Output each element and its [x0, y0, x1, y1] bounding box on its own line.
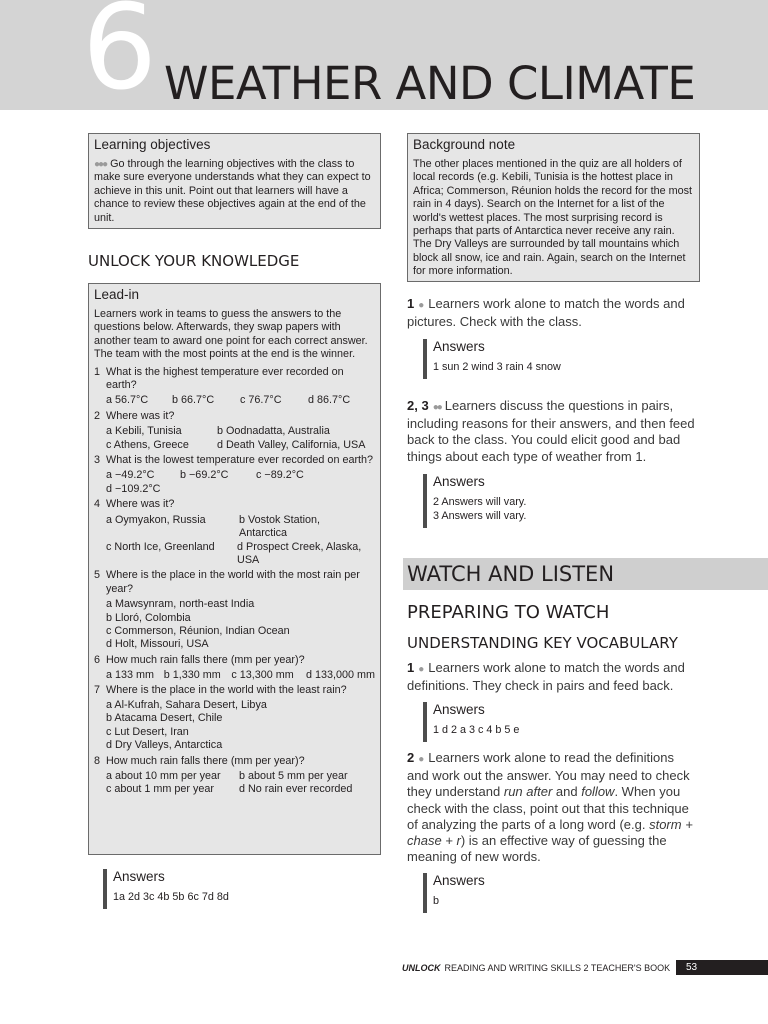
person-icon: ● — [418, 754, 425, 765]
page-number: 53 — [676, 960, 768, 975]
learning-objectives-box — [88, 133, 381, 229]
quiz-question: 8 How much rain falls there (mm per year)? — [94, 754, 305, 767]
answers-1: Answers 1 sun 2 wind 3 rain 4 snow — [423, 339, 561, 379]
lead-in-answers — [103, 869, 229, 909]
answers-2-3: Answers 2 Answers will vary. 3 Answers will vary. — [423, 474, 526, 528]
background-note-box — [407, 133, 700, 282]
vocab-answers-1: Answers 1 d 2 a 3 c 4 b 5 e — [423, 702, 519, 742]
preparing-heading: PREPARING TO WATCH — [407, 602, 610, 623]
quiz-options: a about 10 mm per year b about 5 mm per year c about 1 mm per year d No rain ever recorded — [106, 770, 353, 796]
background-note-title: Background note — [413, 137, 516, 152]
quiz-question: 4 Where was it? — [94, 498, 175, 511]
quiz-question: 6 How much rain falls there (mm per year)? — [94, 653, 305, 666]
quiz-options: a 56.7°C b 66.7°C c 76.7°C d 86.7°C — [106, 394, 351, 407]
quiz-options: a −49.2°C b −69.2°C c −89.2°C d −109.2°C — [106, 469, 304, 495]
vocab-activity-1: 1 ● Learners work alone to match the words and definitions. They check in pairs and feed back. — [407, 660, 685, 694]
unit-title: WEATHER AND CLIMATE — [164, 57, 696, 110]
quiz-options: a 133 mm b 1,330 mm c 13,300 mm d 133,000 mm — [106, 669, 375, 682]
lead-in-title: Lead-in — [94, 287, 140, 302]
watch-and-listen-band — [403, 558, 768, 590]
watch-and-listen-heading: WATCH AND LISTEN — [407, 562, 615, 586]
lead-in-intro: Learners work in teams to guess the answers to the questions below. Afterwards, they swap papers with another team to award one point for each correct answer. The team with the most points at the end is the winner. — [94, 308, 368, 361]
vocab-activity-2: 2 ● Learners work alone to read the definitions and work out the answer. You may need to check they understand run after and follow. When you check with the class, point out that this technique of analyzing the parts of a long word (e.g. storm + chase + r) is an effective way of guessing the meaning of new words. — [407, 750, 693, 865]
unlock-logo: UNLOCK — [402, 963, 441, 973]
vocab-heading: UNDERSTANDING KEY VOCABULARY — [407, 634, 678, 652]
answers-title: Answers — [113, 869, 165, 884]
page-footer — [402, 961, 670, 975]
unlock-heading: UNLOCK YOUR KNOWLEDGE — [88, 252, 300, 270]
quiz-options: a Al-Kufrah, Sahara Desert, Libya b Atacama Desert, Chile c Lut Desert, Iran d Dry Valleys, Antarctica — [106, 698, 267, 752]
learning-objectives-body: Go through the learning objectives with the class to make sure everyone understands what they can expect to achieve in this unit. Point out that learners will have a chance to review these objectives again at the end of the unit. — [94, 158, 371, 224]
person-icon: ● — [418, 300, 425, 311]
quiz-options: a Mawsynram, north-east India b Lloró, Colombia c Commerson, Réunion, Indian Ocean d Holt, Missouri, USA — [106, 598, 290, 651]
quiz-question: 5 Where is the place in the world with the most rain per year? — [94, 569, 360, 595]
group-work-icon: ●●● — [94, 159, 107, 170]
quiz-question: 3 What is the lowest temperature ever recorded on earth? — [94, 454, 374, 467]
unit-header — [0, 0, 768, 110]
activity-1: 1 ● Learners work alone to match the words and pictures. Check with the class. — [407, 296, 685, 330]
quiz-options: a Kebili, Tunisia b Oodnadatta, Australia c Athens, Greece d Death Valley, California, USA — [106, 425, 366, 451]
quiz-question: 7 Where is the place in the world with the least rain? — [94, 683, 347, 696]
quiz-question: 1 What is the highest temperature ever recorded on earth? — [94, 365, 344, 392]
background-note-body: The other places mentioned in the quiz are all holders of local records (e.g. Kebili, Tunisia is the hottest place in Africa; Commerson, Réunion holds the record for the most rain in 4 days). Search on the Internet for a list of the world's wettest places. The most surprising record is perhaps that parts of Antarctica never receive any rain. The Dry Valleys are surrounded by tall mountains which block all snow, ice and rain. Again, search on the Internet for more information. — [413, 158, 693, 278]
answers-body: 1a 2d 3c 4b 5b 6c 7d 8d — [113, 891, 229, 903]
quiz-options: a Oymyakon, Russia b Vostok Station, Antarctica c North Ice, Greenland d Prospect Creek, Alaska, USA — [106, 513, 362, 566]
activity-2-3: 2, 3 ●● Learners discuss the questions in pairs, including reasons for their answers, and then feed back to the class. You could elicit good and bad things about each type of weather from 1. — [407, 398, 695, 464]
vocab-answers-2: Answers b — [423, 873, 485, 913]
unit-number: 6 — [82, 0, 158, 110]
person-icon: ● — [418, 664, 425, 675]
lead-in-box — [88, 283, 381, 855]
quiz-question: 2 Where was it? — [94, 409, 175, 422]
pair-work-icon: ●● — [432, 402, 441, 413]
learning-objectives-title: Learning objectives — [94, 137, 211, 152]
footer-text: READING AND WRITING SKILLS 2 TEACHER'S BOOK — [444, 963, 671, 973]
